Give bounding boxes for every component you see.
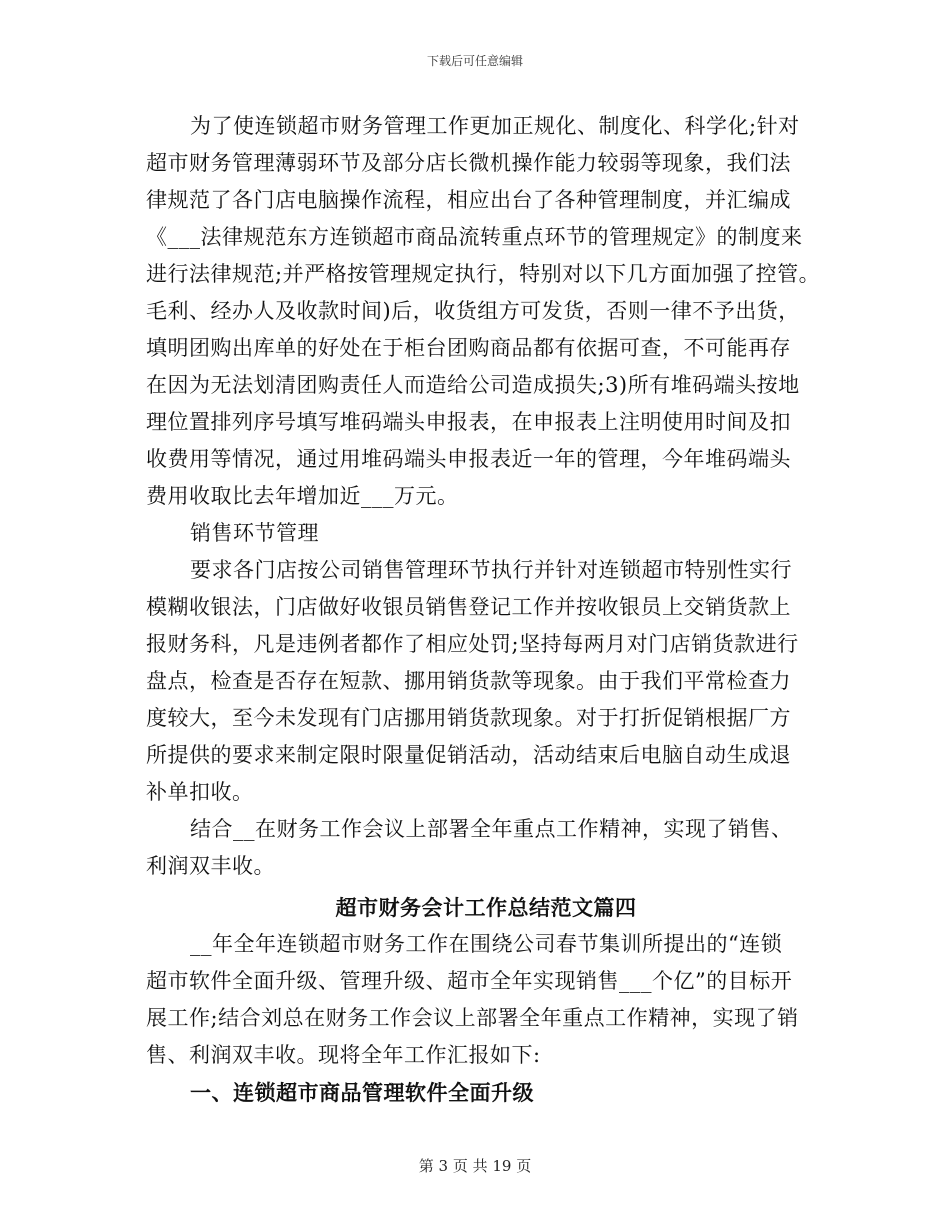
subheading-software-upgrade: 一、连锁超市商品管理软件全面升级 xyxy=(190,1080,534,1105)
document-body xyxy=(146,108,826,1111)
text-line: 度较大，至今未发现有门店挪用销货款现象。对于打折促销根据厂方 xyxy=(146,706,791,730)
text-line: 超市软件全面升级、管理升级、超市全年实现销售___个亿”的目标开 xyxy=(146,969,793,993)
text-line: 为了使连锁超市财务管理工作更加正规化、制度化、科学化;针对 xyxy=(190,114,800,138)
text-line: 《___法律规范东方连锁超市商品流转重点环节的管理规定》的制度来 xyxy=(146,225,803,249)
text-line: 补单扣收。 xyxy=(146,780,254,804)
page-number: 第 3 页 共 19 页 xyxy=(418,1157,532,1175)
text-line: 律规范了各门店电脑操作流程，相应出台了各种管理制度，并汇编成 xyxy=(146,188,791,212)
text-line: 模糊收银法，门店做好收银员销售登记工作并按收银员上交销货款上 xyxy=(146,595,791,619)
text-line: 收费用等情况，通过用堆码端头申报表近一年的管理，今年堆码端头 xyxy=(146,447,791,471)
heading-sales-management: 销售环节管理 xyxy=(190,521,319,545)
text-line: 在因为无法划清团购责任人而造给公司造成损失;3)所有堆码端头按地 xyxy=(146,373,800,397)
text-line: 报财务科，凡是违例者都作了相应处罚;坚持每两月对门店销货款进行 xyxy=(146,632,799,656)
text-line: 费用收取比去年增加近___万元。 xyxy=(146,484,459,508)
text-line: 所提供的要求来制定限时限量促销活动，活动结束后电脑自动生成退 xyxy=(146,743,791,767)
section-title: 超市财务会计工作总结范文篇四 xyxy=(335,895,637,920)
paragraph-3 xyxy=(146,811,826,885)
text-line: 填明团购出库单的好处在于柜台团购商品都有依据可查，不可能再存 xyxy=(146,336,791,360)
page-header: 下载后可任意编辑 xyxy=(426,54,523,68)
paragraph-4 xyxy=(146,926,826,1074)
text-line: 进行法律规范;并严格按管理规定执行，特别对以下几方面加强了控管。 xyxy=(146,262,821,286)
text-line: 毛利、经办人及收款时间)后，收货组方可发货，否则一律不予出货， xyxy=(146,299,800,323)
paragraph-2 xyxy=(146,552,826,811)
text-line: 超市财务管理薄弱环节及部分店长微机操作能力较弱等现象，我们法 xyxy=(146,151,791,175)
text-line: 结合__在财务工作会议上部署全年重点工作精神，实现了销售、 xyxy=(190,817,793,841)
text-line: 利润双丰收。 xyxy=(146,854,275,878)
text-line: 展工作;结合刘总在财务工作会议上部署全年重点工作精神，实现了销 xyxy=(146,1006,799,1030)
text-line: 售、利润双丰收。现将全年工作汇报如下: xyxy=(146,1043,541,1067)
text-line: __年全年连锁超市财务工作在围绕公司春节集训所提出的“连锁 xyxy=(190,932,783,956)
text-line: 要求各门店按公司销售管理环节执行并针对连锁超市特别性实行 xyxy=(190,558,792,582)
text-line: 理位置排列序号填写堆码端头申报表，在申报表上注明使用时间及扣 xyxy=(146,410,791,434)
text-line: 盘点，检查是否存在短款、挪用销货款等现象。由于我们平常检查力 xyxy=(146,669,791,693)
paragraph-1 xyxy=(146,108,826,515)
